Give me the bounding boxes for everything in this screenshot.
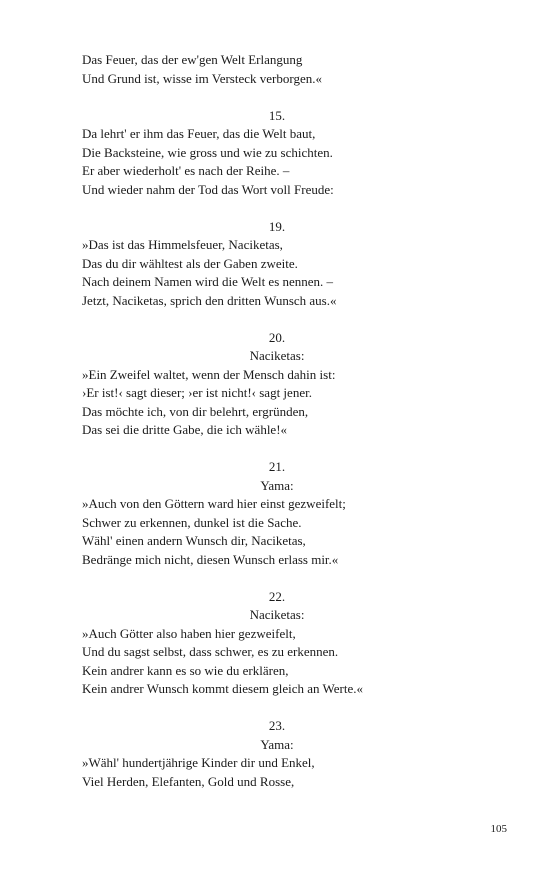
stanza-number: 19. (268, 218, 286, 234)
stanza-19 (82, 218, 472, 311)
verse-line: ›Er ist!‹ sagt dieser; ›er ist nicht!‹ sagt jener. (82, 385, 312, 400)
verse-line: Schwer zu erkennen, dunkel ist die Sache. (82, 514, 302, 530)
stanza-23 (82, 717, 472, 791)
stanza-21 (82, 458, 472, 569)
stanza-number: 15. (268, 107, 286, 123)
speaker-name: Yama: (260, 477, 294, 493)
verse-line: Wähl' einen andern Wunsch dir, Naciketas, (82, 533, 306, 548)
verse-line: Kein andrer kann es so wie du erklären, (82, 662, 289, 678)
speaker-name: Naciketas: (249, 607, 305, 622)
page-number: 105 (490, 823, 507, 835)
verse-line: Das möchte ich, von dir belehrt, ergründen, (82, 403, 309, 419)
verse-line: »Auch Götter also haben hier gezweifelt, (82, 625, 296, 641)
verse-line: Kein andrer Wunsch kommt diesem gleich an Werte.« (82, 681, 363, 696)
verse-line: Und wieder nahm der Tod das Wort voll Freude: (82, 181, 334, 197)
page-text (82, 51, 472, 791)
verse-line: Das du dir wähltest als der Gaben zweite. (82, 255, 298, 271)
verse-line: »Auch von den Göttern ward hier einst gezweifelt; (82, 496, 346, 511)
verse-line: Die Backsteine, wie gross und wie zu schichten. (82, 144, 333, 160)
verse-line: Jetzt, Naciketas, sprich den dritten Wunsch aus.« (82, 292, 337, 308)
verse-line: Und Grund ist, wisse im Versteck verborgen.« (82, 70, 322, 86)
stanza-number: 20. (268, 329, 286, 345)
stanza-20 (82, 329, 472, 440)
speaker-name: Yama: (260, 736, 294, 752)
stanza-number: 22. (268, 588, 286, 604)
stanza-22 (82, 588, 472, 699)
stanza-15 (82, 107, 472, 200)
verse-line: Und du sagst selbst, dass schwer, es zu erkennen. (82, 644, 339, 659)
verse-line: »Das ist das Himmelsfeuer, Naciketas, (82, 237, 283, 252)
verse-line: Das sei die dritte Gabe, die ich wähle!« (82, 422, 288, 437)
verse-line: Da lehrt' er ihm das Feuer, das die Welt baut, (82, 126, 316, 141)
speaker-name: Naciketas: (249, 348, 305, 363)
stanza-number: 21. (268, 459, 286, 474)
verse-line: »Ein Zweifel waltet, wenn der Mensch dahin ist: (82, 366, 336, 382)
intro-block (82, 51, 472, 88)
verse-line: Das Feuer, das der ew'gen Welt Erlangung (82, 52, 303, 67)
verse-line: »Wähl' hundertjährige Kinder dir und Enkel, (82, 755, 315, 770)
verse-line: Nach deinem Namen wird die Welt es nennen. – (82, 274, 334, 289)
verse-line: Er aber wiederholt' es nach der Reihe. – (82, 163, 290, 178)
stanza-number: 23. (268, 718, 286, 733)
verse-line: Viel Herden, Elefanten, Gold und Rosse, (82, 773, 295, 789)
verse-line: Bedränge mich nicht, diesen Wunsch erlass mir.« (82, 551, 339, 567)
